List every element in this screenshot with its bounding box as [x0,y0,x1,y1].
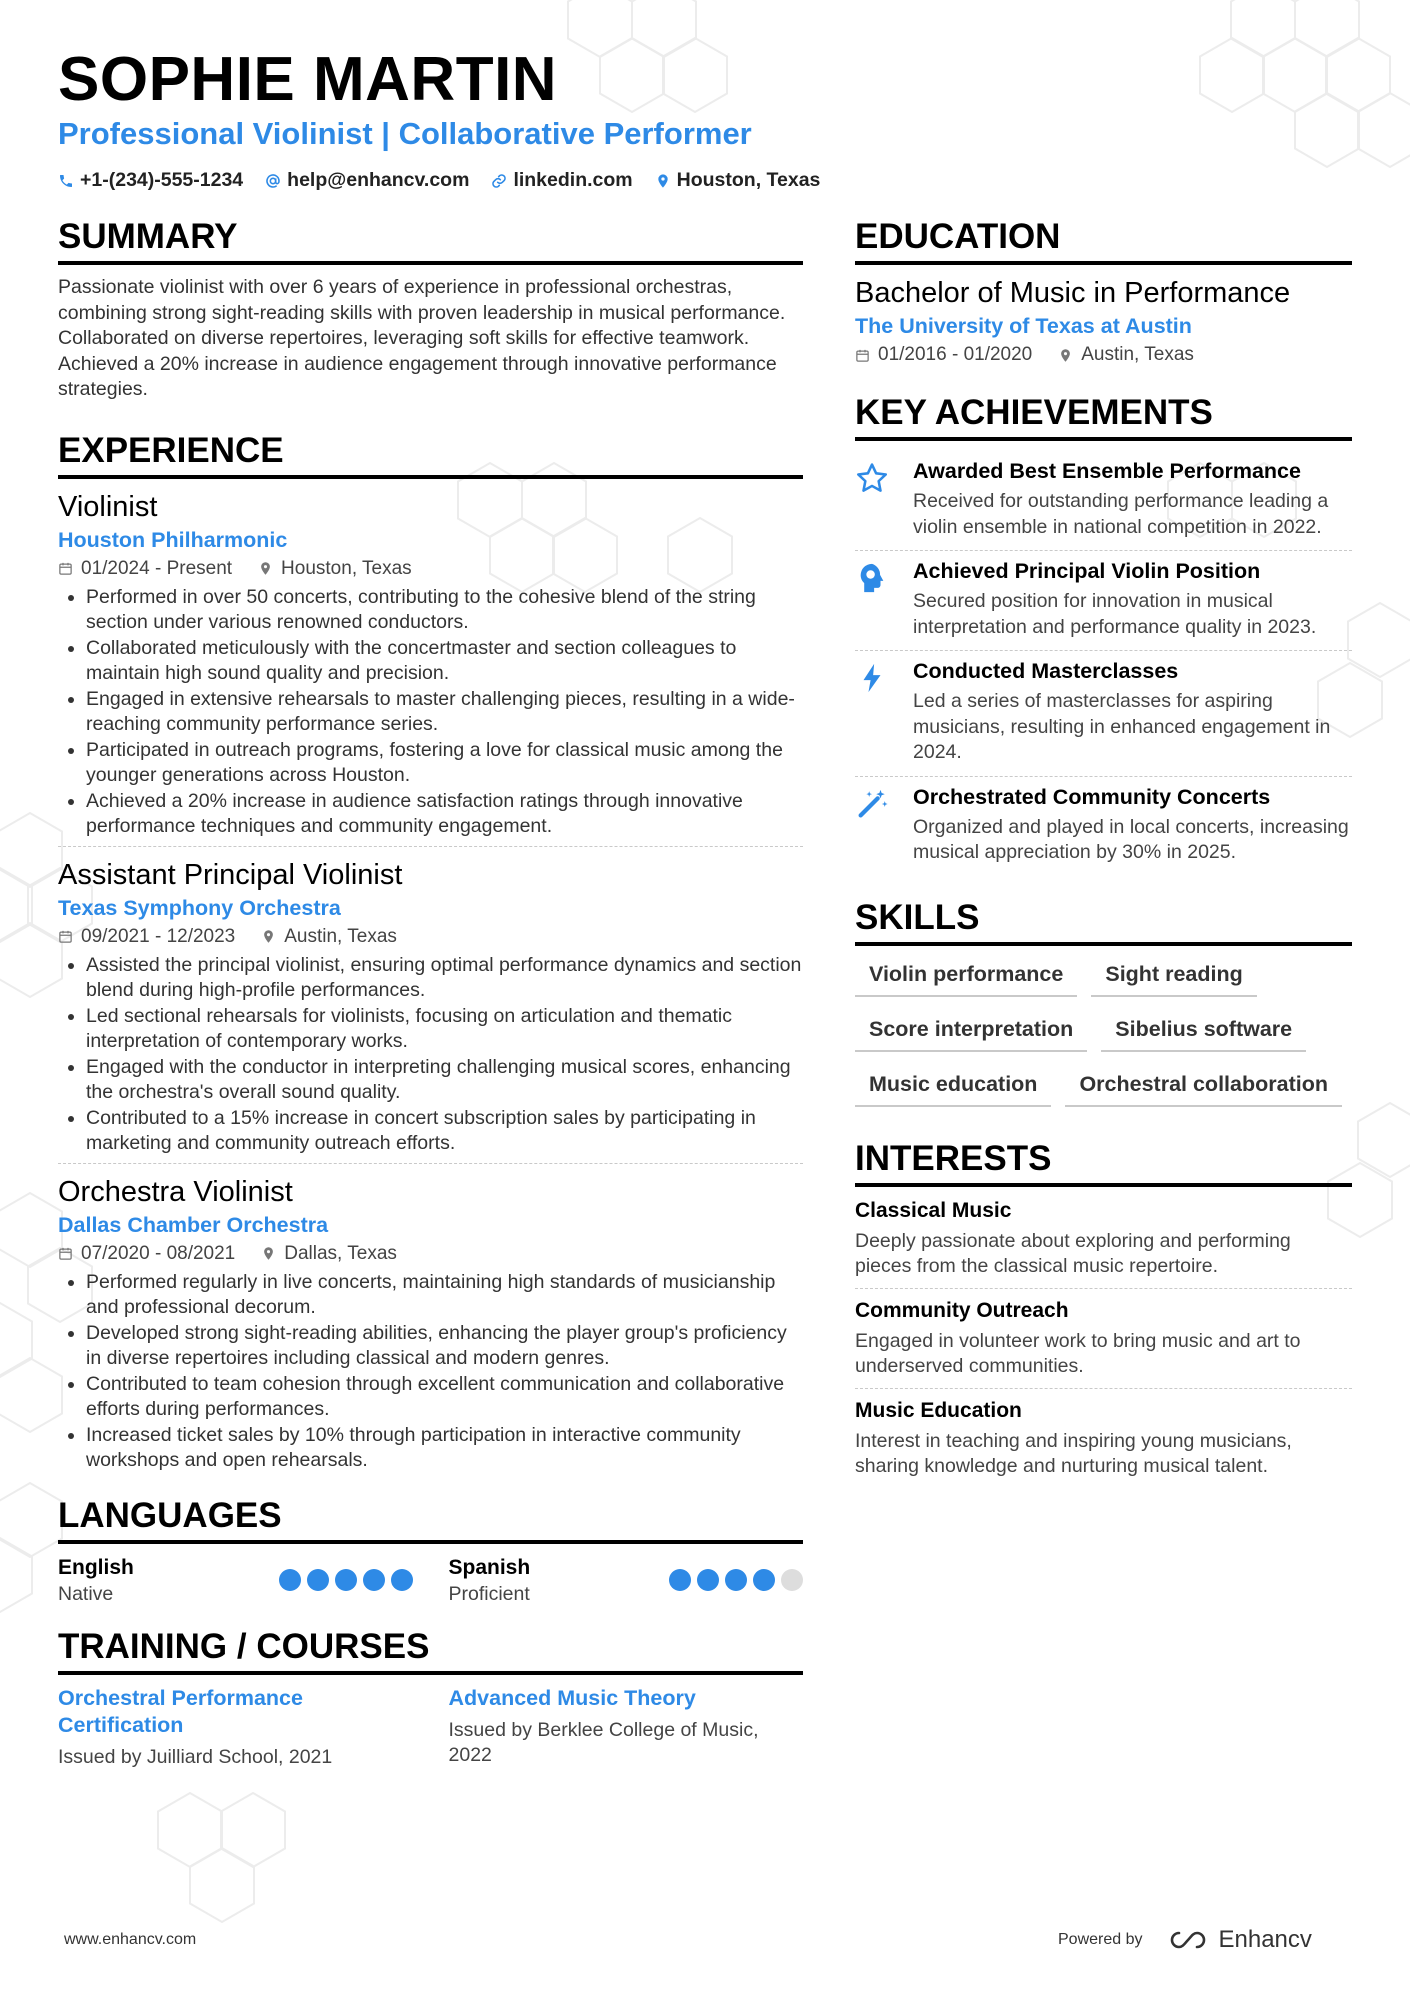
achievement-item [855,651,1352,777]
left-column [58,215,803,1770]
magic-wand-icon [855,787,889,821]
interests-heading: INTERESTS [855,1137,1352,1187]
job-bullet: • Contributed to a 15% increase in concert subscription sales by participating in marketing and community outreach efforts. [86,1106,803,1157]
candidate-title: Professional Violinist | Collaborative Performer [58,116,752,151]
rating-dot [391,1569,413,1591]
job-title: Orchestra Violinist [58,1175,293,1208]
rating-dot [335,1569,357,1591]
language-item [449,1554,804,1607]
achievements-heading: KEY ACHIEVEMENTS [855,391,1352,441]
interest-desc: Engaged in volunteer work to bring music and art to underserved communities. [855,1329,1301,1377]
education-meta [855,341,1352,369]
rating-dot [669,1569,691,1591]
job-entry [58,1174,803,1480]
job-bullet: • Contributed to team cohesion through excellent communication and collaborative efforts during performances. [86,1372,803,1423]
achievement-item [855,551,1352,651]
phone-icon [58,173,74,189]
interest-item [855,1197,1352,1289]
job-dates: 09/2021 - 12/2023 [81,925,236,947]
brand-name: Enhancv [1218,1926,1312,1953]
skill-tag: Orchestral collaboration [1065,1066,1342,1107]
job-bullet: • Assisted the principal violinist, ensuring optimal performance dynamics and section blend during high-profile performances. [86,953,803,1004]
training-item [449,1685,804,1770]
location-text: Houston, Texas [676,169,821,191]
job-location: Dallas, Texas [284,1242,397,1264]
location-pin-icon [258,561,273,576]
experience-heading: EXPERIENCE [58,429,803,479]
calendar-icon [58,1246,73,1261]
summary-section [58,215,803,403]
job-bullets [58,585,803,840]
interest-desc: Deeply passionate about exploring and performing pieces from the classical music repertoire. [855,1229,1291,1277]
location-pin-icon [1058,348,1073,363]
powered-by-text: Powered by [1058,1931,1143,1948]
training-desc: Issued by Juilliard School, 2021 [58,1745,333,1768]
job-title: Violinist [58,490,158,523]
language-level: Native [58,1582,114,1605]
training-name: Orchestral Performance Certification [58,1685,303,1737]
job-company: Texas Symphony Orchestra [58,895,341,920]
right-column [855,215,1352,1496]
interest-title: Music Education [855,1398,1022,1422]
rating-dot [725,1569,747,1591]
training-desc: Issued by Berklee College of Music, 2022 [448,1718,759,1766]
skills-heading: SKILLS [855,896,1352,946]
job-meta [58,555,803,583]
job-entry [58,489,803,847]
achievement-desc: Secured position for innovation in musical interpretation and performance quality in 2023. [913,590,1317,638]
training-section [58,1625,803,1770]
contact-location [655,169,821,192]
achievements-section [855,391,1352,876]
footer-branding [1058,1926,1312,1954]
star-icon [855,461,889,495]
calendar-icon [58,929,73,944]
job-meta [58,923,803,951]
language-level: Proficient [448,1582,530,1605]
interest-desc: Interest in teaching and inspiring young musicians, sharing knowledge and nurturing musical talent. [855,1429,1292,1477]
education-section [855,215,1352,369]
skill-tag: Music education [855,1066,1051,1107]
job-bullet: • Performed regularly in live concerts, maintaining high standards of musicianship and professional decorum. [86,1270,803,1321]
job-meta [58,1240,803,1268]
training-heading: TRAINING / COURSES [58,1625,803,1675]
rating-dot [363,1569,385,1591]
email-text: help@enhancv.com [287,169,470,191]
language-item [58,1554,413,1607]
bolt-icon [855,661,889,695]
contact-phone[interactable] [58,169,243,192]
candidate-name: SOPHIE MARTIN [58,45,558,114]
interests-section [855,1137,1352,1488]
achievement-desc: Organized and played in local concerts, increasing musical appreciation by 30% in 2025. [913,815,1349,863]
summary-heading: SUMMARY [58,215,803,265]
summary-text: Passionate violinist with over 6 years of experience in professional orchestras, combining strong sight-reading skills with proven leadership in musical performance. Collaborated on diverse repertoires, leveraging soft skills for effective teamwork. Achieved a 20% increase in audience engagement through innovative performance strategies. [58,276,786,400]
interest-title: Community Outreach [855,1298,1069,1322]
education-dates: 01/2016 - 01/2020 [878,344,1033,365]
job-dates: 01/2024 - Present [81,557,233,579]
achievement-title: Awarded Best Ensemble Performance [913,459,1301,483]
rating-dot [279,1569,301,1591]
job-bullet: • Engaged with the conductor in interpreting challenging musical scores, enhancing the orchestra's overall sound quality. [86,1055,803,1106]
interest-title: Classical Music [855,1198,1012,1222]
language-name: English [58,1555,134,1579]
phone-text: +1-(234)-555-1234 [80,169,244,191]
brand-logo[interactable] [1165,1926,1312,1954]
achievement-title: Achieved Principal Violin Position [913,559,1261,583]
calendar-icon [58,561,73,576]
skill-tag: Violin performance [855,956,1077,997]
at-icon [265,173,281,189]
job-bullet: • Participated in outreach programs, fostering a love for classical music among the younger generations across Houston. [86,738,803,789]
job-bullets [58,953,803,1157]
education-heading: EDUCATION [855,215,1352,265]
languages-section [58,1494,803,1607]
footer-website[interactable]: www.enhancv.com [64,1931,197,1948]
enhancv-logo-icon [1165,1928,1211,1952]
language-name: Spanish [448,1555,531,1579]
achievement-desc: Led a series of masterclasses for aspiring musicians, resulting in enhanced engagement in 2024. [913,690,1331,763]
achievement-title: Orchestrated Community Concerts [913,784,1271,809]
education-degree: Bachelor of Music in Performance [855,277,1291,309]
job-bullet: • Achieved a 20% increase in audience satisfaction ratings through innovative performance techniques and community engagement. [86,789,803,840]
education-school: The University of Texas at Austin [855,314,1192,338]
calendar-icon [855,348,870,363]
skill-tag: Sibelius software [1101,1011,1306,1052]
rating-dot [697,1569,719,1591]
rating-dot [753,1569,775,1591]
language-rating [279,1569,413,1591]
linkedin-text: linkedin.com [513,169,633,191]
training-item [58,1685,413,1770]
contact-bar [58,169,820,192]
training-name: Advanced Music Theory [448,1685,696,1710]
skills-section [855,896,1352,1107]
contact-linkedin[interactable] [491,169,632,192]
job-company: Houston Philharmonic [58,527,288,552]
job-location: Austin, Texas [284,925,397,947]
job-location: Houston, Texas [281,557,412,579]
location-pin-icon [261,929,276,944]
head-icon [855,561,889,595]
job-bullet: • Increased ticket sales by 10% through participation in interactive community workshops and open rehearsals. [86,1423,803,1474]
job-bullet: • Developed strong sight-reading abilities, enhancing the player group's proficiency in diverse repertoires including classical and modern genres. [86,1321,803,1372]
languages-heading: LANGUAGES [58,1494,803,1544]
skill-tag: Sight reading [1091,956,1256,997]
job-bullets [58,1270,803,1474]
location-pin-icon [261,1246,276,1261]
interest-item [855,1297,1352,1389]
contact-email[interactable] [265,169,469,192]
job-bullet: • Collaborated meticulously with the concertmaster and section colleagues to maintain high sound quality and precision. [86,636,803,687]
link-icon [491,173,507,189]
job-bullet: • Performed in over 50 concerts, contributing to the cohesive blend of the string section under various renowned conductors. [86,585,803,636]
job-bullet: • Led sectional rehearsals for violinists, focusing on articulation and thematic interpretation of contemporary works. [86,1004,803,1055]
language-rating [669,1569,803,1591]
location-pin-icon [655,173,671,189]
job-company: Dallas Chamber Orchestra [58,1212,329,1237]
education-location: Austin, Texas [1081,344,1194,365]
achievement-item [855,451,1352,551]
job-bullet: • Engaged in extensive rehearsals to master challenging pieces, resulting in a wide-reaching community performance series. [86,687,803,738]
achievement-item [855,777,1352,876]
skill-tag: Score interpretation [855,1011,1087,1052]
job-entry [58,857,803,1164]
interest-item [855,1397,1352,1488]
job-title: Assistant Principal Violinist [58,858,403,891]
achievement-title: Conducted Masterclasses [913,659,1179,683]
rating-dot [307,1569,329,1591]
job-dates: 07/2020 - 08/2021 [81,1242,236,1264]
experience-section [58,429,803,1480]
rating-dot [781,1569,803,1591]
achievement-desc: Received for outstanding performance leading a violin ensemble in national competition in 2022. [913,490,1329,538]
